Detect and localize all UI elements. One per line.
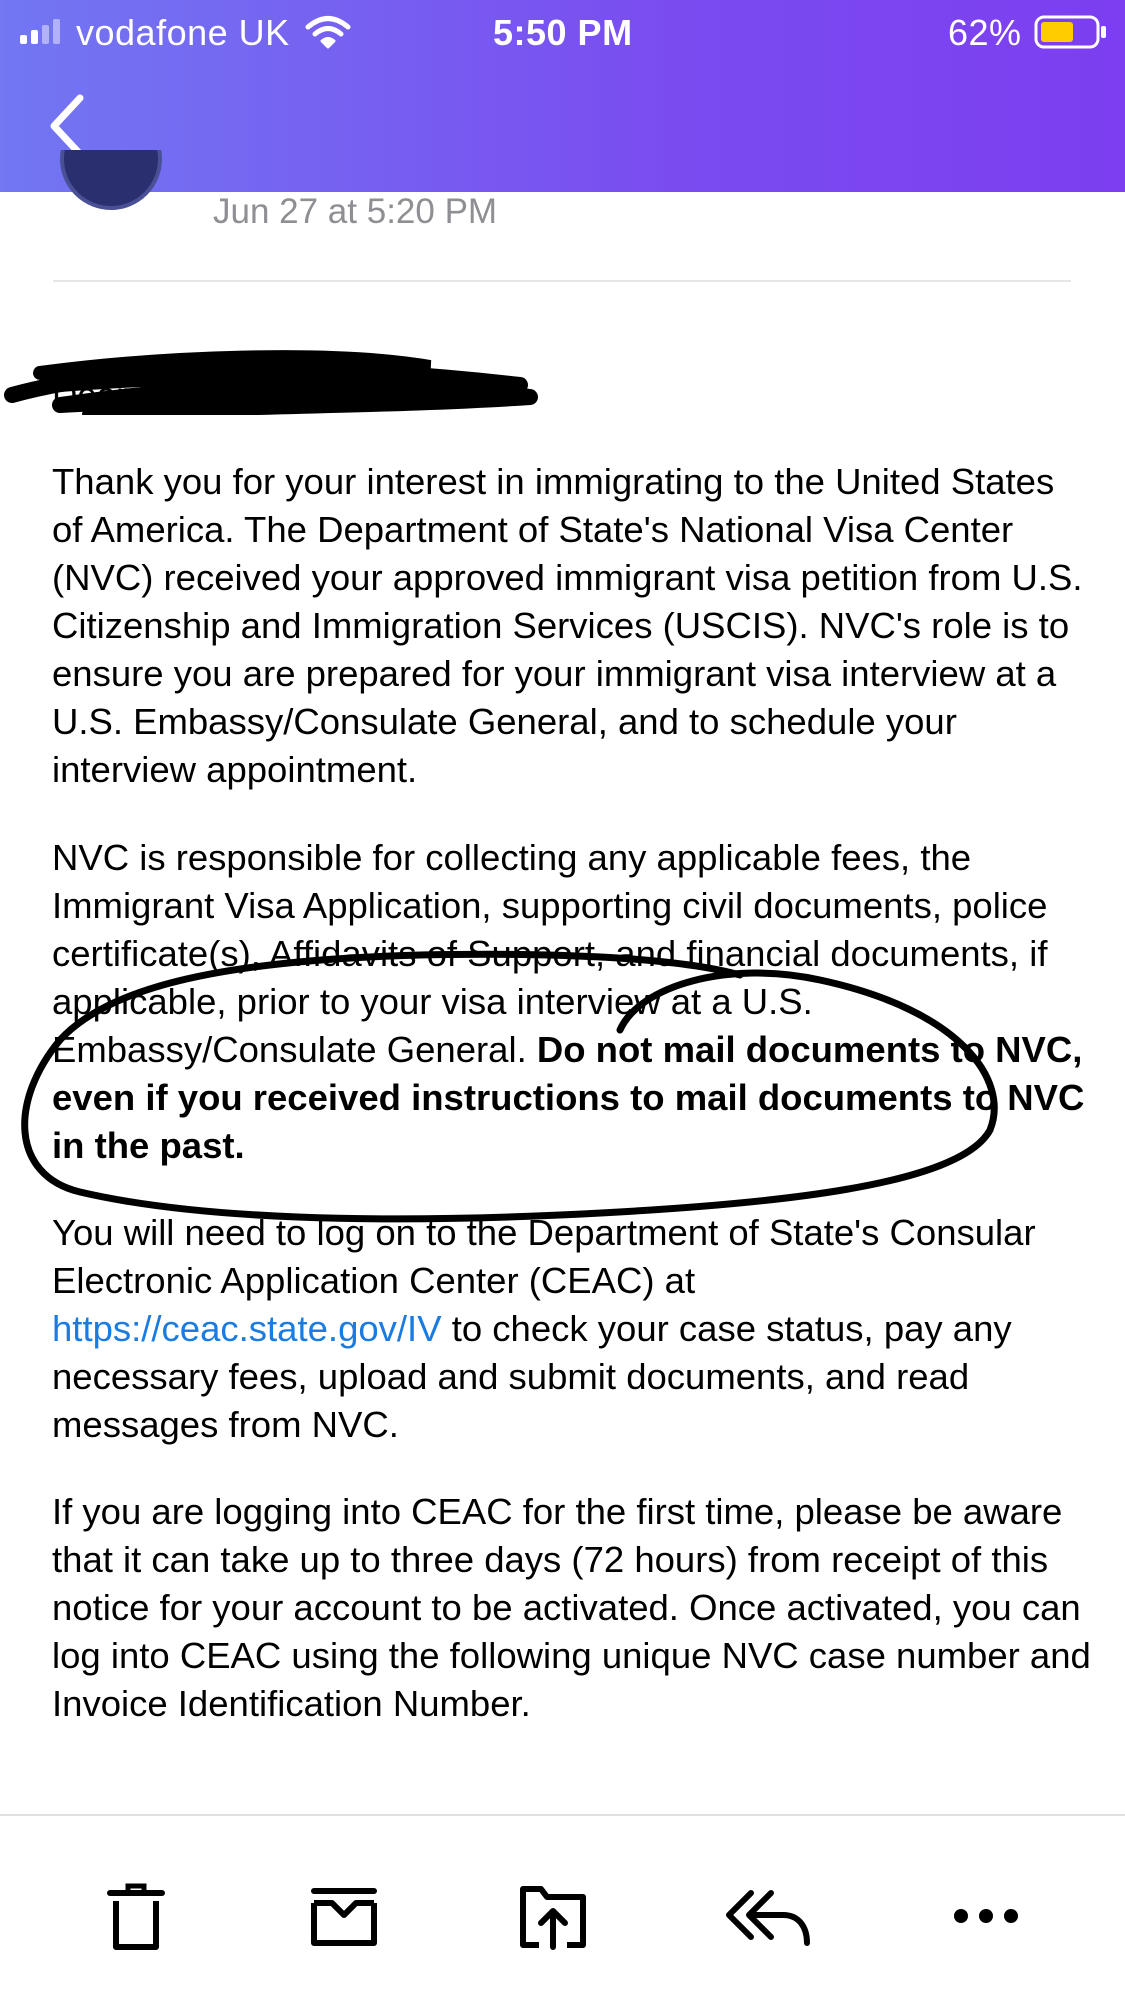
reply-all-icon: [721, 1885, 815, 1947]
paragraph-nvc-text: NVC is responsible for collecting any applicable fees, the Immigrant Visa Application, supporting civil documents, police certificate(s), Affidavits of Support, and financial documents, if applicable, prior to your visa interview at a U.S. Embassy/Consulate General.: [52, 837, 1048, 1070]
paragraph-first-login: If you are logging into CEAC for the first time, please be aware that it can take up to three days (72 hours) from receipt of this notice for your account to be activated. Once activated, you can log into CEAC using the following unique NVC case number and Invoice Identification Number.: [52, 1491, 1091, 1724]
message-toolbar: [0, 1816, 1125, 2001]
salutation: Dear N: [52, 376, 163, 415]
battery-icon: [1034, 14, 1108, 50]
header-divider: [53, 280, 1071, 282]
paragraph-intro: Thank you for your interest in immigrating to the United States of America. The Department of State's National Visa Center (NVC) received your approved immigrant visa petition from U.S. Citizenship and Immigration Services (USCIS). NVC's role is to ensure you are prepared for your immigrant visa interview at a U.S. Embassy/Consulate General, and to schedule your interview appointment.: [52, 461, 1083, 790]
redaction-scribble: [0, 345, 560, 415]
signal-strength-icon: [20, 18, 60, 44]
move-to-folder-icon: [517, 1881, 589, 1951]
archive-button[interactable]: [294, 1876, 394, 1956]
paragraph-ceac: [52, 1209, 1092, 1449]
archive-icon: [308, 1885, 380, 1947]
more-options-button[interactable]: [936, 1876, 1036, 1956]
move-to-folder-button[interactable]: [503, 1876, 603, 1956]
paragraph-ceac-text: You will need to log on to the Department of State's Consular Electronic Application Center (CEAC) at: [52, 1212, 1036, 1301]
clock-time: 5:50 PM: [493, 12, 633, 53]
trash-icon: [104, 1881, 168, 1951]
message-timestamp: Jun 27 at 5:20 PM: [213, 192, 498, 231]
more-icon: [951, 1906, 1021, 1926]
paragraph-ceac-text-after: to check your case status, pay any necessary fees, upload and submit documents, and read messages from NVC.: [52, 1308, 1012, 1445]
do-not-mail-warning: Do not mail documents to NVC, even if you received instructions to mail documents to NVC in the past.: [52, 1029, 1085, 1166]
battery-percent: 62%: [948, 12, 1022, 53]
reply-all-button[interactable]: [718, 1876, 818, 1956]
app-header: [0, 0, 1125, 192]
ceac-link[interactable]: https://ceac.state.gov/IV: [52, 1308, 442, 1349]
carrier-name: vodafone UK: [76, 12, 290, 53]
wifi-icon: [305, 14, 351, 50]
sender-avatar[interactable]: [60, 150, 162, 210]
paragraph-nvc-responsibilities: [52, 834, 1092, 1170]
delete-button[interactable]: [86, 1876, 186, 1956]
